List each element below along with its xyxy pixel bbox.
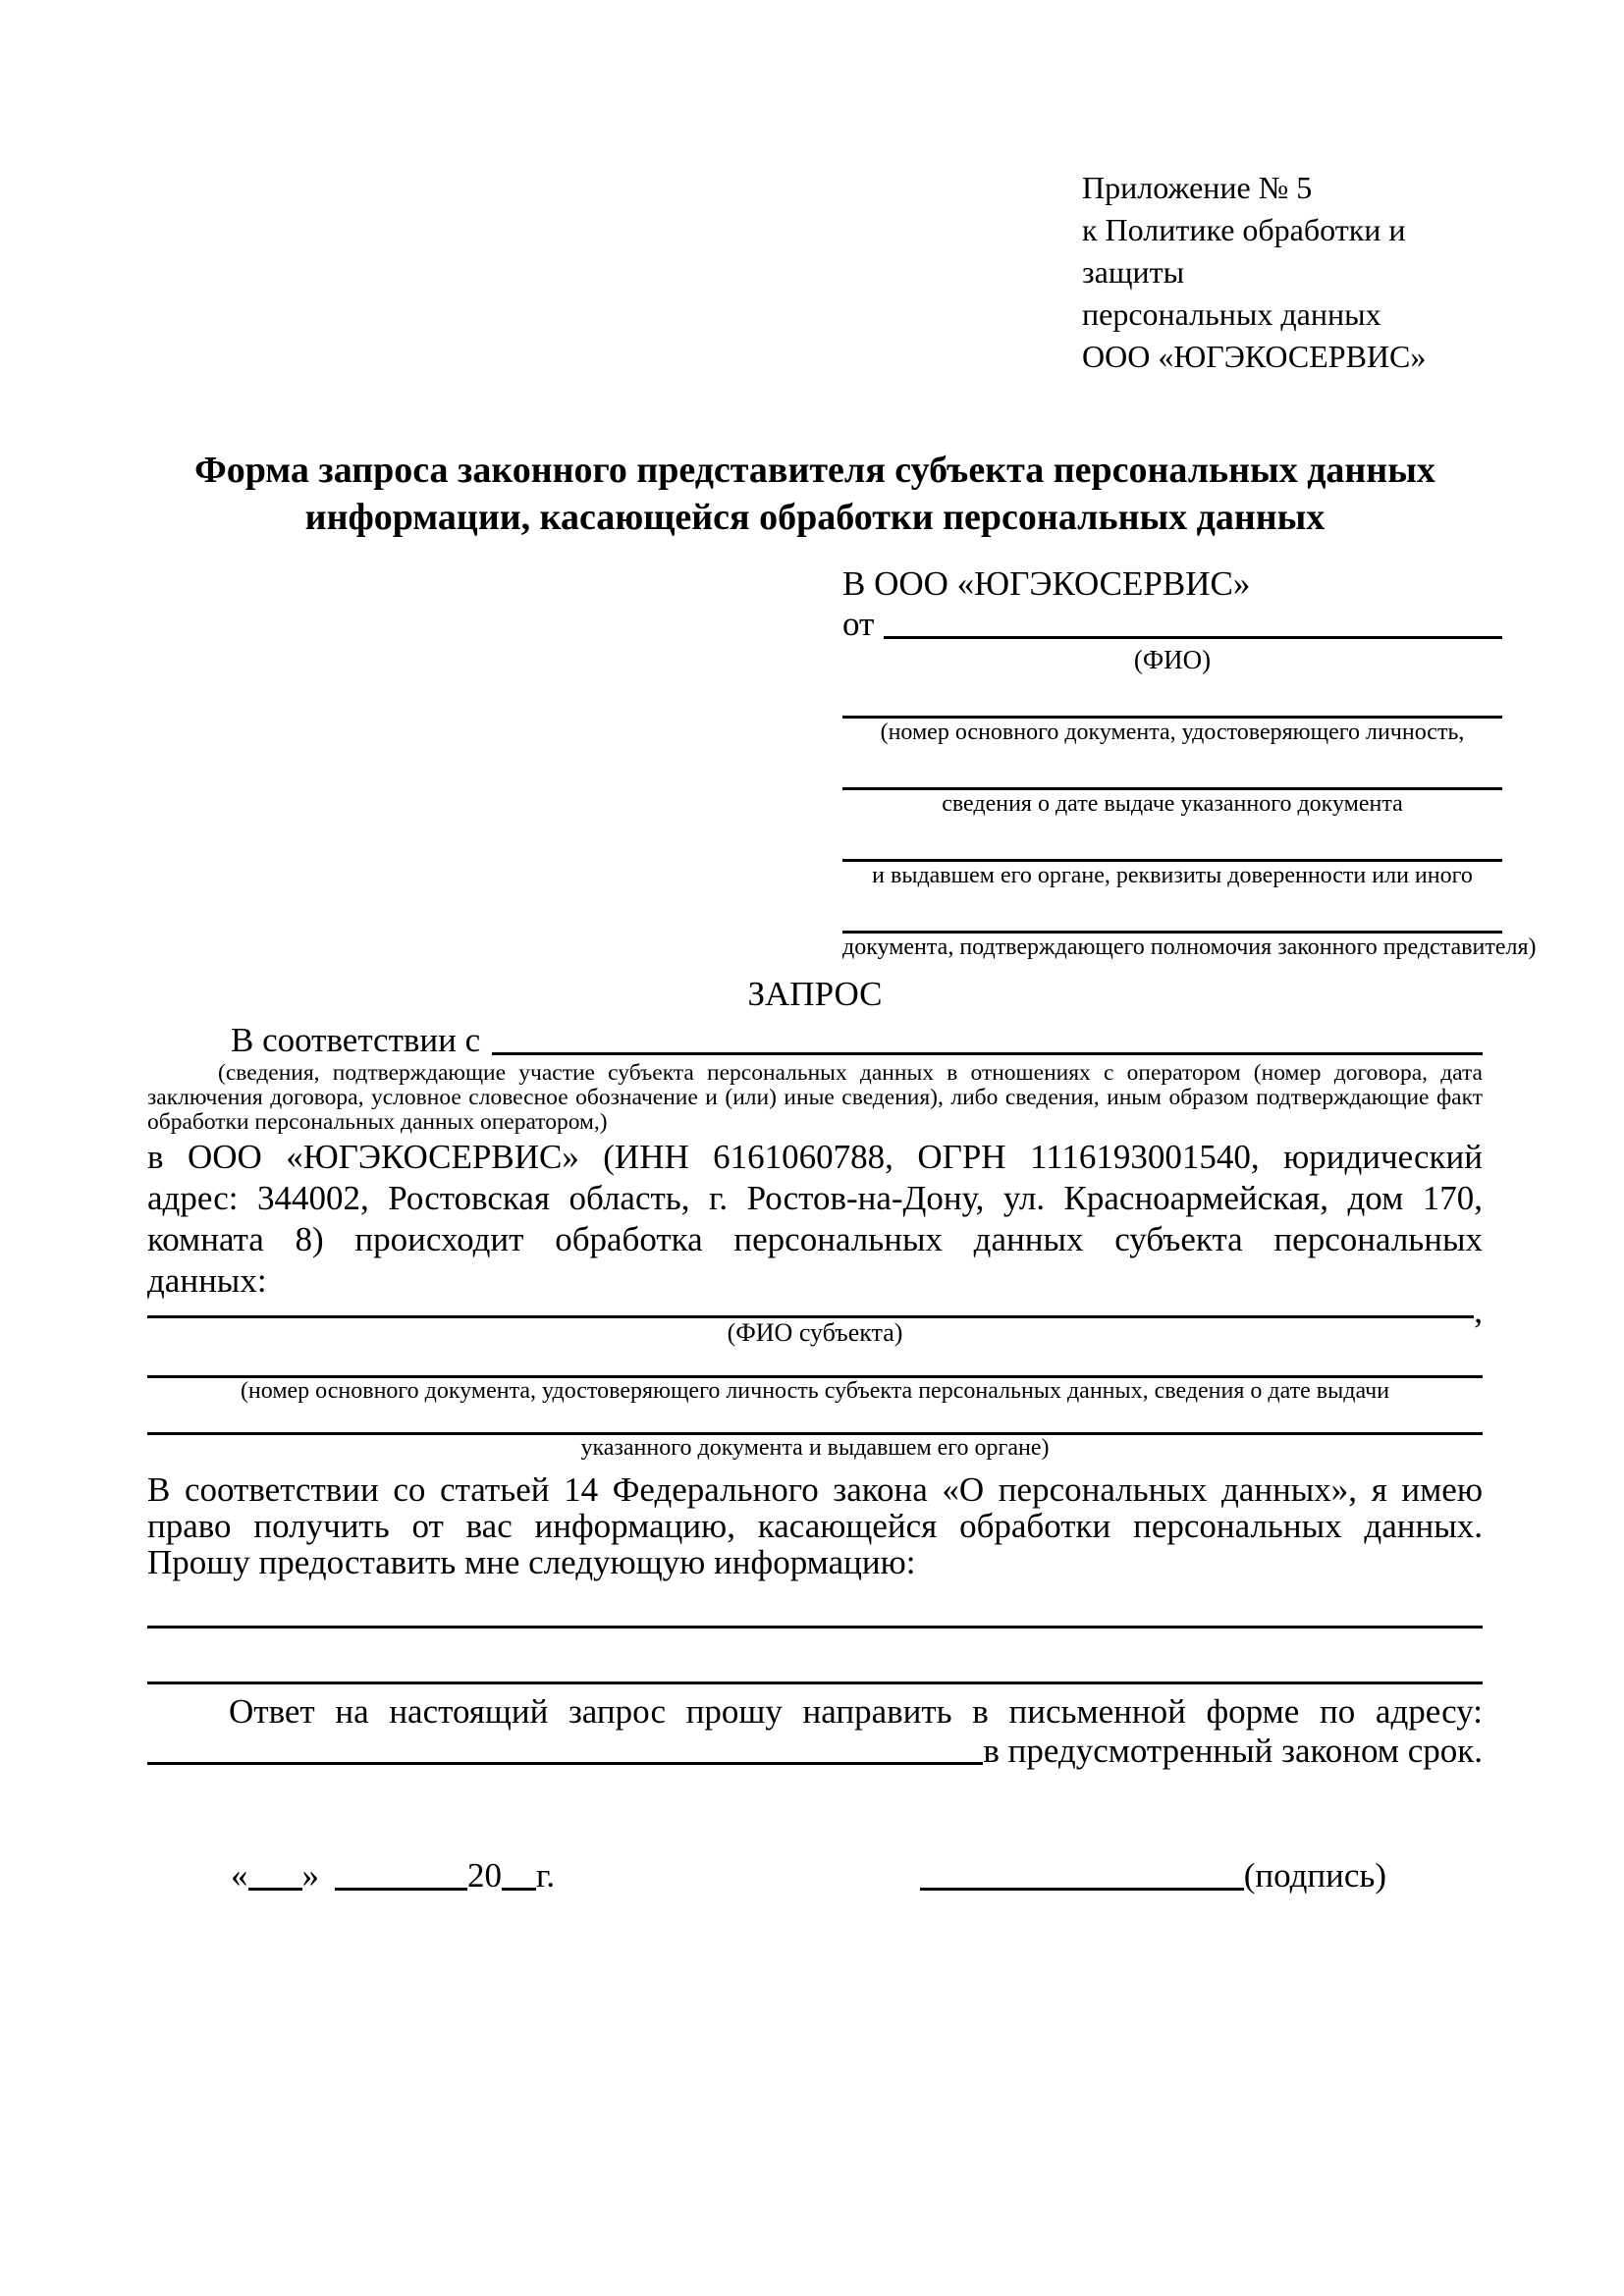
blank-field-year xyxy=(502,1888,536,1891)
blank-field-issue-date xyxy=(842,746,1502,790)
blank-field-month xyxy=(335,1888,467,1891)
caption-signature: (подпись) xyxy=(1243,1856,1386,1895)
blank-field-issuing-authority xyxy=(842,818,1502,862)
blank-field-power-of-attorney xyxy=(842,889,1502,934)
subject-fio-line xyxy=(147,1292,1483,1330)
addressee-company: В ООО «ЮГЭКОСЕРВИС» xyxy=(842,564,1251,603)
appendix-note-line: персональных данных xyxy=(1082,296,1381,332)
blank-field-representative-fio xyxy=(884,604,1502,639)
caption-issue-date: сведения о дате выдаче указанного документа xyxy=(942,791,1403,817)
rights-paragraph: В соответствии со статьей 14 Федерального закона «О персональных данных», я имею право получить от вас информацию, касающейся обработки персональных данных. Прошу предоставить мне следующую информацию: xyxy=(147,1470,1483,1581)
caption-power-of-attorney: документа, подтверждающего полномочия законного представителя) xyxy=(842,934,1537,960)
request-heading: ЗАПРОС xyxy=(747,975,883,1013)
from-line xyxy=(842,604,1502,645)
basis-footnote: (сведения, подтверждающие участие субъекта персональных данных в отношениях с оператором (номер договора, дата заключения договора, условное словесное обозначение и (или) иные сведения), либо сведения, иным образом подтверждающие факт обработки персональных данных оператором,) xyxy=(147,1060,1483,1135)
basis-label: В соответствии с xyxy=(231,1021,481,1059)
year-prefix: 20 xyxy=(467,1856,502,1895)
reply-deadline-text: в предусмотренный законом срок. xyxy=(983,1732,1483,1770)
subject-fio-comma: , xyxy=(1474,1292,1483,1330)
caption-identity-document: (номер основного документа, удостоверяющего личность, xyxy=(880,720,1465,745)
blank-field-basis xyxy=(492,1020,1483,1055)
blank-field-requested-info-2 xyxy=(147,1682,1483,1684)
blank-field-signature xyxy=(920,1888,1244,1891)
date-close-quote: » xyxy=(301,1856,319,1895)
from-label: от xyxy=(842,605,875,643)
basis-line xyxy=(147,1020,1483,1061)
reply-address-line xyxy=(147,1732,1483,1771)
date-open-quote: « xyxy=(231,1856,248,1895)
reply-address-intro: Ответ на настоящий запрос прошу направить в письменной форме по адресу: xyxy=(229,1692,1483,1731)
form-title xyxy=(147,447,1483,541)
form-title-line1: Форма запроса законного представителя субъекта персональных данных xyxy=(194,450,1435,491)
footer-row xyxy=(147,1855,1483,1896)
addressee-block xyxy=(842,564,1537,961)
appendix-note-line: ООО «ЮГЭКОСЕРВИС» xyxy=(1082,339,1427,374)
blank-field-identity-document xyxy=(842,674,1502,719)
blank-field-day xyxy=(248,1888,302,1891)
blank-field-requested-info-1 xyxy=(147,1626,1483,1629)
blank-field-reply-address xyxy=(147,1762,983,1765)
signature-field xyxy=(920,1855,1386,1896)
year-suffix: г. xyxy=(536,1856,556,1895)
operator-paragraph: в ООО «ЮГЭКОСЕРВИС» (ИНН 6161060788, ОГРН 1116193001540, юридический адрес: 344002, Ростовская область, г. Ростов-на-Дону, ул. Красноармейская, дом 170, комната 8) происходит обработка персональных данных субъекта персональных данных: xyxy=(147,1138,1483,1300)
appendix-note-line: к Политике обработки и защиты xyxy=(1082,212,1406,290)
date-field xyxy=(231,1855,555,1896)
caption-fio: (ФИО) xyxy=(1133,645,1212,674)
appendix-note-line: Приложение № 5 xyxy=(1082,170,1313,205)
blank-field-subject-fio xyxy=(147,1302,1474,1318)
caption-issuing-authority: и выдавшем его органе, реквизиты доверенности или иного xyxy=(872,863,1473,888)
caption-subject-document: (номер основного документа, удостоверяющего личность субъекта персональных данных, сведения о дате выдачи xyxy=(240,1378,1390,1404)
caption-subject-fio: (ФИО субъекта) xyxy=(727,1318,903,1347)
form-title-line2: информации, касающейся обработки персональных данных xyxy=(304,497,1326,538)
appendix-note xyxy=(1082,167,1483,378)
caption-subject-document-authority: указанного документа и выдавшем его органе) xyxy=(580,1435,1050,1461)
